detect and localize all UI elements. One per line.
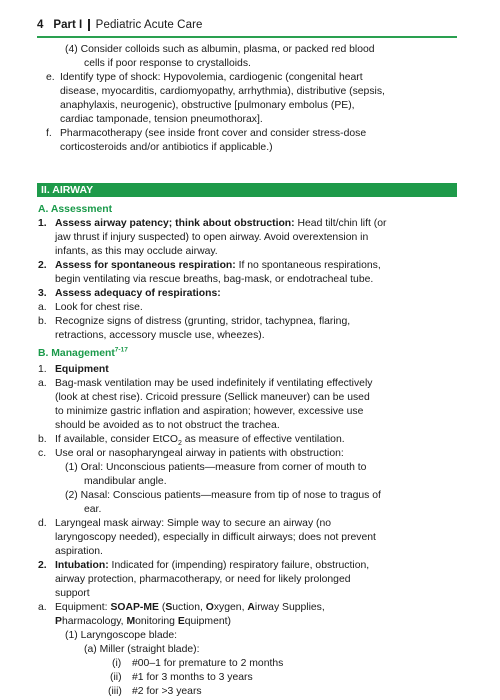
chapter-title: Pediatric Acute Care [95,19,203,31]
text-run: as measure of effective ventilation. [181,434,345,445]
text-line: Bag-mask ventilation may be used indefinitely if ventilating effectively [55,378,373,389]
text-run: xygen, [213,602,248,613]
text-line: begin ventilating via rescue breaths, bag-mask, or endotracheal tube. [55,274,374,285]
text-line: jaw thrust if injury suspected) to open airway. Avoid overextension in [55,232,369,243]
text-line: anaphylaxis, neurogenic), obstructive [pulmonary embolus (PE), [60,100,355,111]
text-line: mandibular angle. [84,476,167,487]
list-marker: 2. [38,260,47,271]
text-line [55,217,386,231]
list-marker: b. [38,316,47,327]
text-line: (4) Consider colloids such as albumin, plasma, or packed red blood [65,44,375,55]
part-label: Part I [53,19,83,31]
list-marker: 3. [38,288,47,299]
list-marker: a. [38,602,47,613]
subsection-heading [38,347,128,361]
bold-lead: Intubation: [55,560,109,571]
text-line: Look for chest rise. [55,302,143,313]
text-line: #1 for 3 months to 3 years [132,672,253,683]
text-line: Use oral or nasopharyngeal airway in patients with obstruction: [55,448,344,459]
text-line: airway protection, pharmacotherapy, or need for likely prolonged [55,574,351,585]
reference-superscript: 7-17 [114,346,128,354]
text-line [55,559,369,573]
mnemonic-letter: O [205,602,214,613]
text-line: disease, myocarditis, cardiomyopathy, arrhythmia), distributive (sepsis, [60,86,385,97]
text-run: Indicated for (impending) respiratory failure, obstruction, [108,560,370,571]
mnemonic-letter: A [247,602,255,613]
text-run: harmacology, [61,616,127,627]
text-run: quipment) [184,616,231,627]
text-run: ( [158,602,166,613]
list-marker: 1. [38,218,47,229]
text-line: Pharmacotherapy (see inside front cover and consider stress-dose [60,128,367,139]
text-line: (look at chest rise). Cricoid pressure (Sellick maneuver) can be used [55,392,370,403]
text-line [55,615,231,629]
bold-lead: Assess for spontaneous respiration: [55,260,236,271]
text-line: #00–1 for premature to 2 months [132,658,284,669]
text-line: retractions, accessory muscle use, wheezes). [55,330,265,341]
list-marker: e. [46,72,55,83]
text-line: Recognize signs of distress (grunting, stridor, tachypnea, flaring, [55,316,351,327]
list-marker: a. [38,378,47,389]
running-header [37,14,457,38]
subscript: 2 [178,440,182,448]
text-line: #2 for >3 years [132,686,202,697]
list-marker: (i) [112,658,122,669]
mnemonic: SOAP-ME [110,602,159,613]
header-divider [88,19,90,31]
text-line: aspiration. [55,546,103,557]
mnemonic-letter: S [165,602,173,613]
list-marker: c. [38,448,47,459]
list-marker: (iii) [108,686,122,697]
text-run: uction, [172,602,206,613]
subsection-heading: A. Assessment [38,204,113,215]
text-run: Equipment: [55,602,111,613]
text-line: support [55,588,90,599]
text-line: Equipment [55,364,109,375]
text-line: ear. [84,504,102,515]
text-line: (1) Laryngoscope blade: [65,630,178,641]
text-line [55,259,381,273]
page-number: 4 [37,19,44,31]
text-line: cardiac tamponade, tension pneumothorax]. [60,114,263,125]
list-marker: (ii) [110,672,122,683]
text-run: onitoring [135,616,178,627]
text-line: to minimize gastric inflation and aspiration; however, excessive use [55,406,364,417]
text-run: Head tilt/chin lift (or [294,218,387,229]
list-marker: f. [46,128,52,139]
list-marker: b. [38,434,47,445]
mnemonic-letter: E [177,616,185,627]
list-marker: 1. [38,364,47,375]
text-line: infants, as this may occlude airway. [55,246,218,257]
text-run: If no spontaneous respirations, [235,260,381,271]
mnemonic-letter: P [55,616,62,627]
text-line: Assess adequacy of respirations: [55,288,221,299]
text-line: cells if poor response to crystalloids. [84,58,251,69]
mnemonic-letter: M [126,616,136,627]
text-line: corticosteroids and/or antibiotics if applicable.) [60,142,273,153]
text-run: irway Supplies, [254,602,325,613]
text-line: should be avoided as to not obstruct the trachea. [55,420,280,431]
text-line: Identify type of shock: Hypovolemia, cardiogenic (congenital heart [60,72,363,83]
text-line: (1) Oral: Unconscious patients—measure from corner of mouth to [65,462,367,473]
text-line: (a) Miller (straight blade): [84,644,200,655]
list-marker: a. [38,302,47,313]
list-marker: 2. [38,560,47,571]
text-line: (2) Nasal: Conscious patients—measure from tip of nose to tragus of [65,490,381,501]
list-marker: d. [38,518,47,529]
text-line [55,601,325,615]
text-line [55,433,345,447]
text-run: If available, consider EtCO [55,434,179,445]
bold-lead: Assess airway patency; think about obstruction: [55,218,295,229]
subsection-title: B. Management [38,348,115,359]
section-heading-bar: II. AIRWAY [37,183,457,197]
text-line: Laryngeal mask airway: Simple way to secure an airway (no [55,518,332,529]
text-line: laryngoscopy needed), especially in difficult airways; does not prevent [55,532,376,543]
